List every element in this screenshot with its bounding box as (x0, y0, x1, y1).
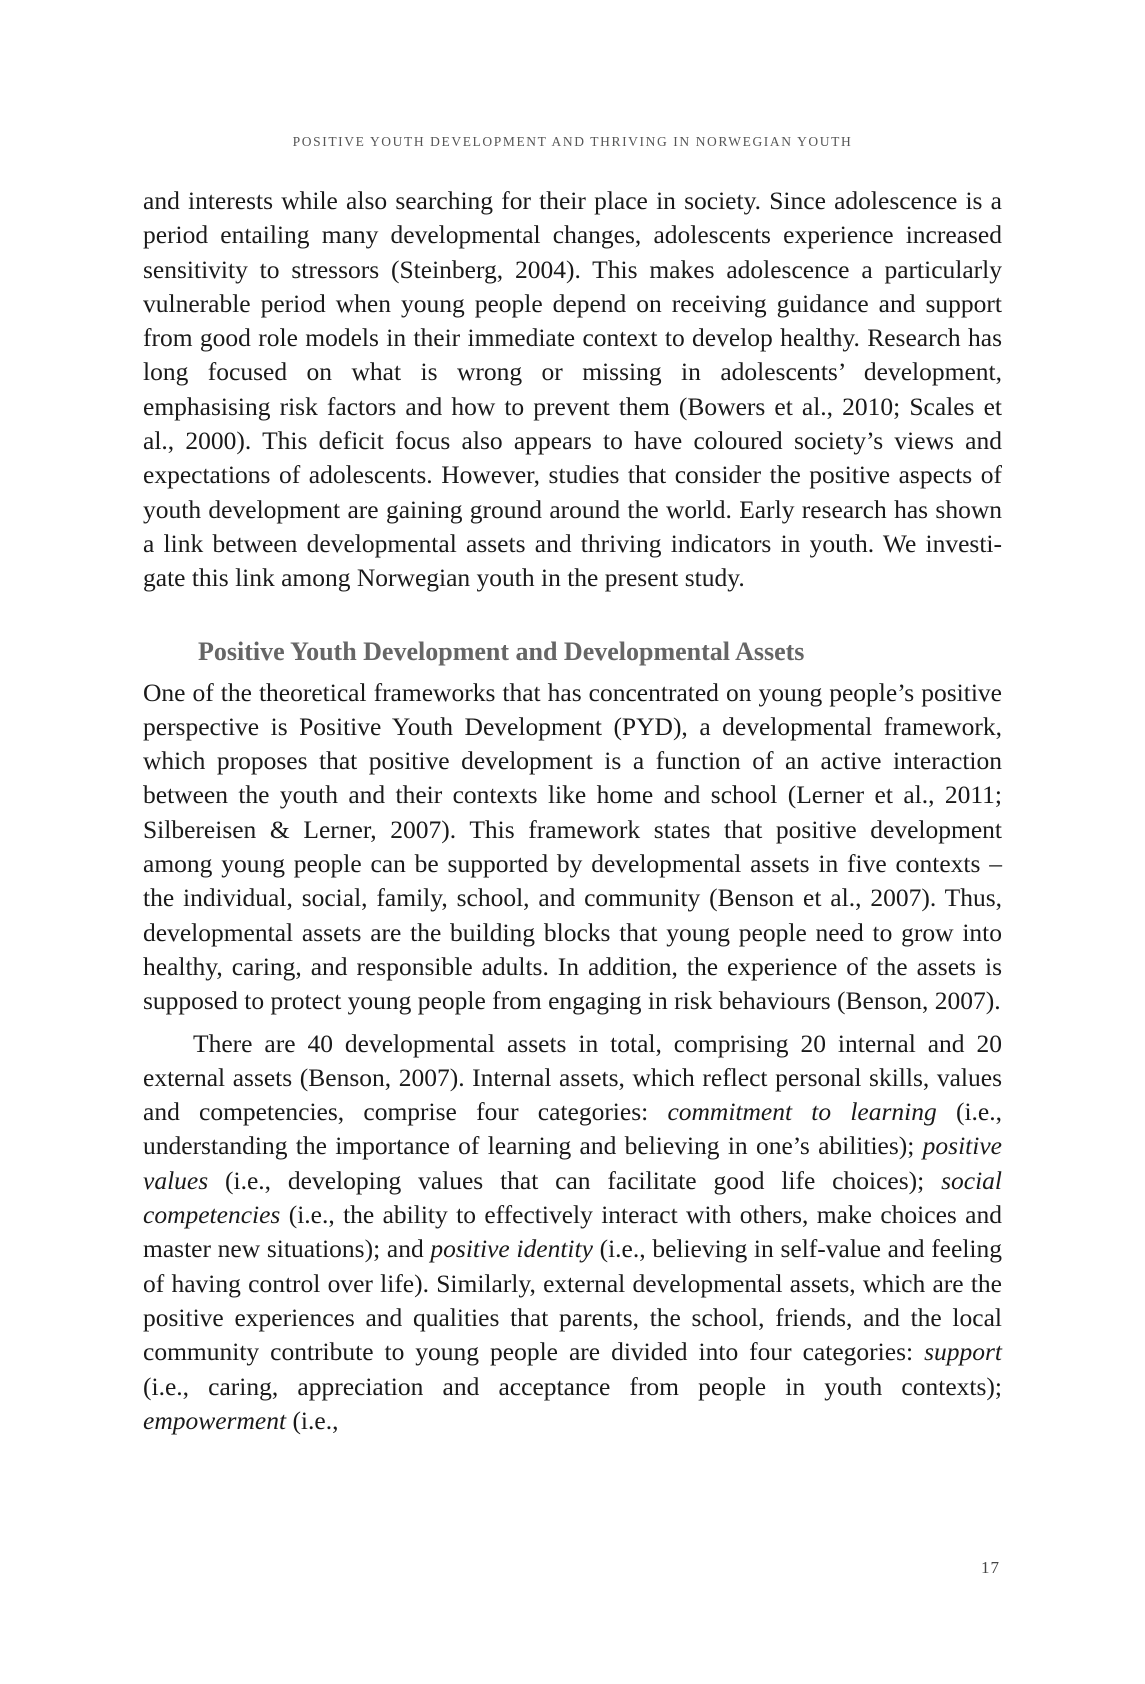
term-positive-values: positive values (143, 1131, 1002, 1195)
text-run: (i.e., understanding the importance of learning and believing in one’s abilities); (143, 1097, 1002, 1161)
page-number: 17 (981, 1558, 1000, 1577)
text-run: (i.e., developing values that can facilitate good life choices); (208, 1165, 942, 1195)
text-run: (i.e., caring, appreciation and acceptance from people in youth contexts); (143, 1371, 1002, 1401)
term-commitment-to-learning: commitment to learning (667, 1097, 937, 1127)
text-run: (i.e., the ability to effectively interact with others, make choices and master new situations); and (143, 1200, 1002, 1264)
running-head: POSITIVE YOUTH DEVELOPMENT AND THRIVING IN NORWEGIAN YOUTH (292, 134, 853, 149)
text-run: (i.e., (286, 1405, 339, 1435)
term-social-competencies: social competencies (143, 1165, 1002, 1230)
paragraph-assets (143, 1027, 1002, 1439)
text-run: There are 40 developmental assets in total, comprising 20 internal and 20 external assets (Benson, 2007). Internal assets, which reflect personal skills, values and competencies, comprise four categories: (143, 1028, 1002, 1127)
paragraph-intro: and interests while also searching for their place in society. Since adolescence is a period entailing many developmental changes, adolescents experience increased sensitivity to stressors (Steinberg, 2004). This makes adolescence a particularly vulnerable period when young people depend on receiving guidance and support from good role models in their immediate context to develop healthy. Research has long focused on what is wrong or missing in adolescents’ development, emphasising risk factors and how to prevent them (Bowers et al., 2010; Scales et al., 2000). This deficit focus also appears to have coloured society’s views and expectations of adolescents. However, studies that consider the positive aspects of youth development are gaining ground around the world. Early research has shown a link between developmental assets and thriving indicators in youth. We investigate this link among Norwegian youth in the present study. (143, 186, 1002, 593)
term-empowerment: empowerment (143, 1405, 287, 1435)
text-run: (i.e., believing in self-value and feeling of having control over life). Similarly, external developmental assets, which are the positive experiences and qualities that parents, the school, friends, and the local community contribute to young people are divided into four categories: (143, 1234, 1002, 1367)
term-support: support (924, 1337, 1002, 1367)
section-heading: Positive Youth Development and Developmental Assets (198, 636, 805, 666)
term-positive-identity: positive identity (430, 1234, 593, 1264)
paragraph-pyd: One of the theoretical frameworks that has concentrated on young people’s positive perspective is Positive Youth Development (PYD), a developmental framework, which proposes that positive development is a function of an active interaction between the youth and their contexts like home and school (Lerner et al., 2011; Silbereisen & Lerner, 2007). This framework states that positive development among young people can be supported by developmental assets in five contexts – the individual, social, family, school, and community (Benson et al., 2007). Thus, developmental assets are the building blocks that young people need to grow into healthy, caring, and responsible adults. In addition, the experience of the assets is supposed to protect young people from engaging in risk behaviours (Benson, 2007). (143, 677, 1002, 1016)
body-text (143, 184, 1002, 1438)
